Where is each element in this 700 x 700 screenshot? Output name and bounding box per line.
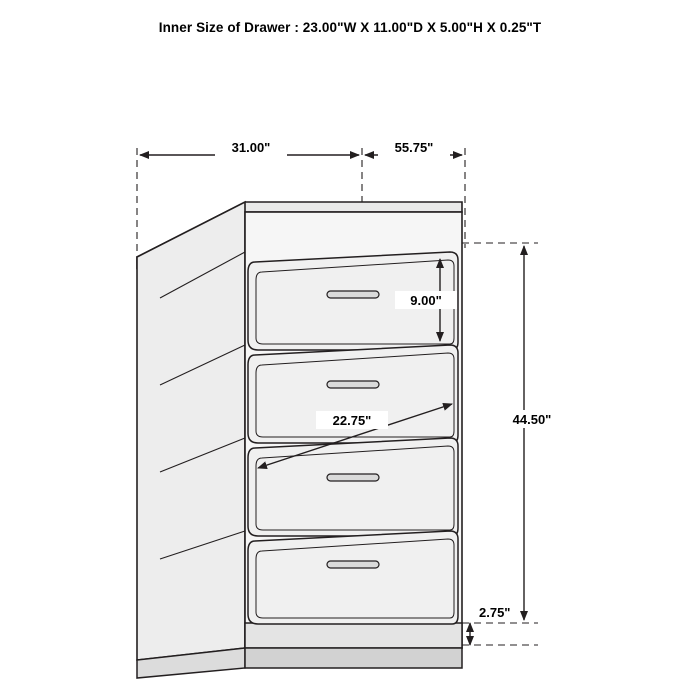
- label-drawer-height: 9.00": [410, 293, 442, 308]
- label-total-height: 44.50": [512, 412, 552, 427]
- page-title: Inner Size of Drawer : 23.00"W X 11.00"D X 5.00"H X 0.25"T: [158, 20, 542, 35]
- label-base-height: 2.75": [479, 605, 511, 620]
- drawer-handle-4: [327, 561, 379, 568]
- base-front-rail: [245, 623, 462, 648]
- cabinet-left-side: [137, 202, 245, 660]
- dimension-total-height: [494, 246, 570, 620]
- drawer-4[interactable]: [248, 531, 458, 624]
- label-width-front: 31.00": [231, 140, 271, 155]
- drawer-handle-3: [327, 474, 379, 481]
- drawer-3[interactable]: [248, 438, 458, 536]
- dimension-width-front: [140, 138, 359, 156]
- dimension-base-height: [470, 605, 510, 645]
- drawer-handle-1: [327, 291, 379, 298]
- drawer-handle-2: [327, 381, 379, 388]
- label-width-side: 55.75": [394, 140, 434, 155]
- dimension-width-side: [365, 138, 462, 156]
- base-plinth: [245, 648, 462, 668]
- label-drawer-width: 22.75": [332, 413, 372, 428]
